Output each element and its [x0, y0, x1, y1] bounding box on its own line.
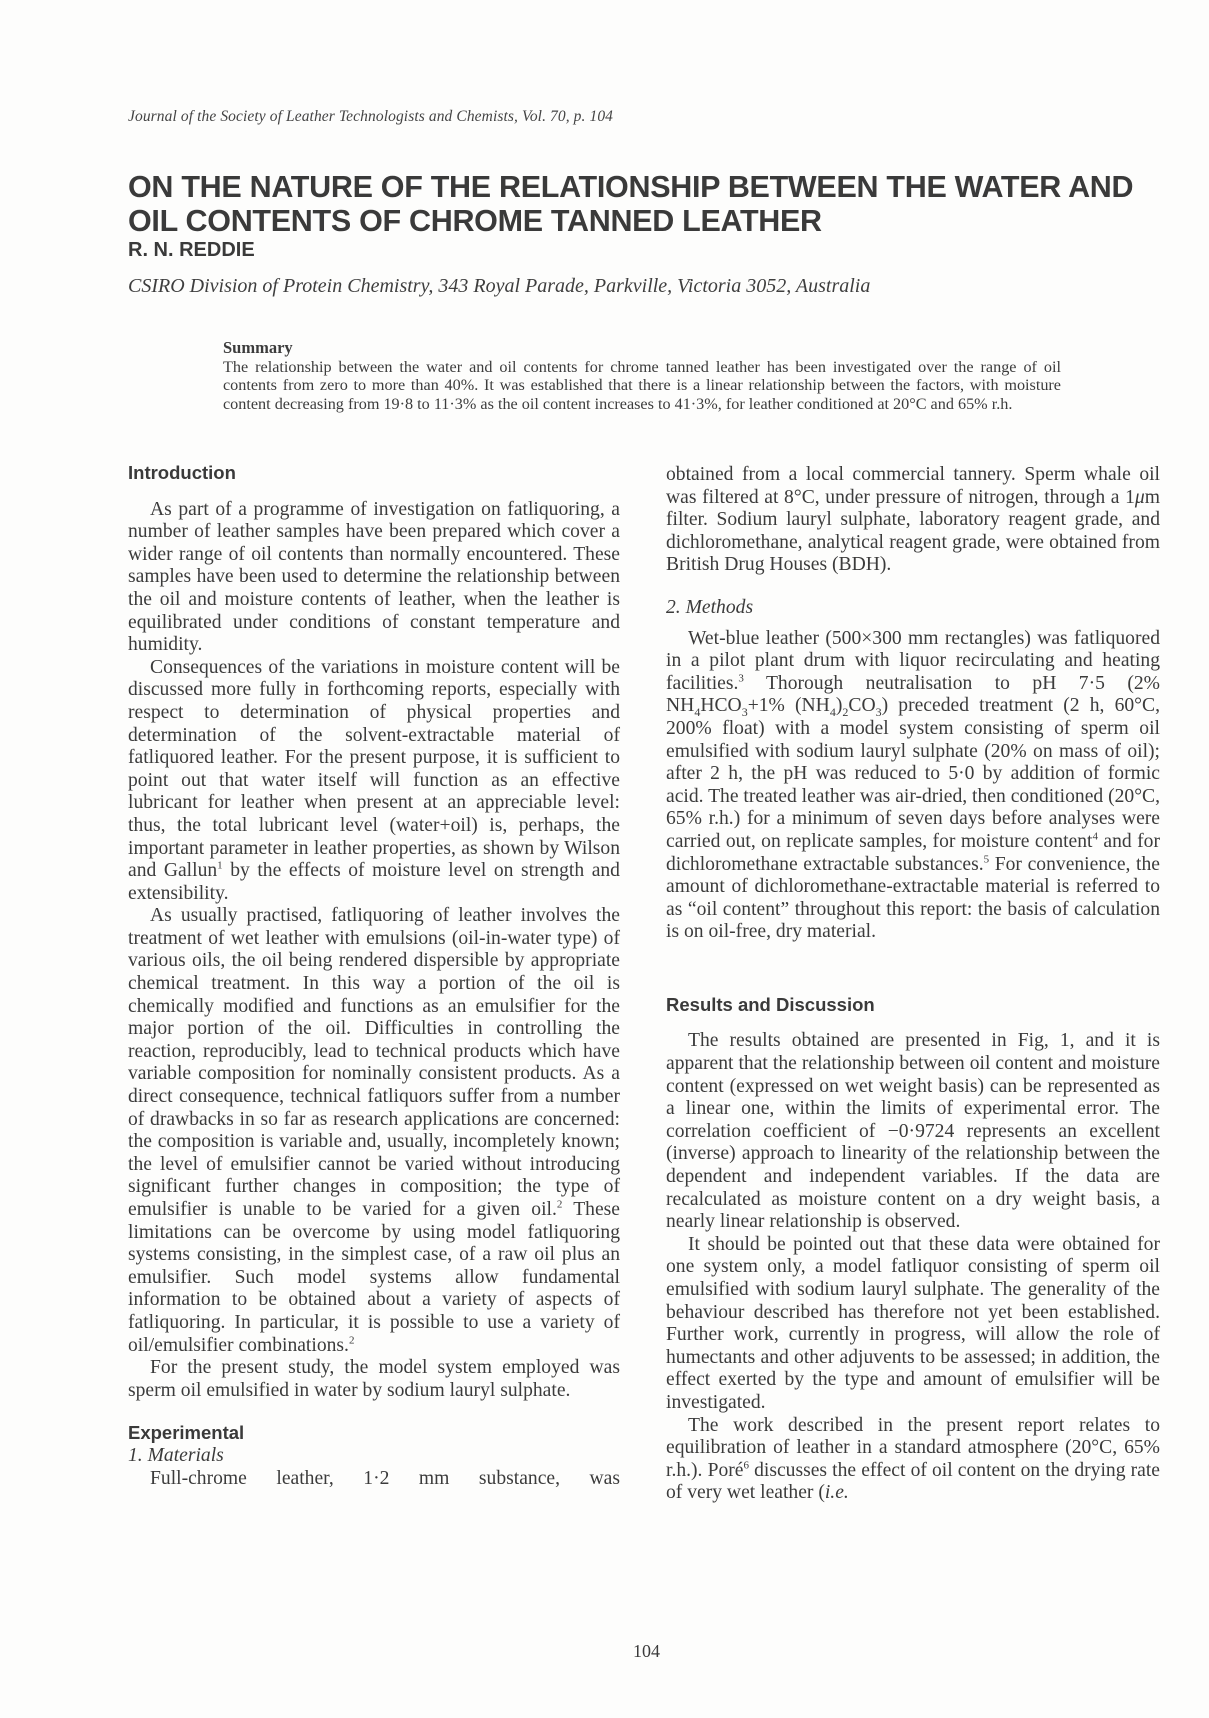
results-heading: Results and Discussion — [666, 993, 875, 1015]
affiliation: CSIRO Division of Protein Chemistry, 343 Royal Parade, Parkville, Victoria 3052, Australia — [128, 275, 871, 297]
intro-paragraph-4: For the present study, the model system employed was sperm oil emulsified in water by sodium lauryl sulphate. — [128, 1357, 620, 1401]
intro-paragraph-3: As usually practised, fatliquoring of leather involves the treatment of wet leather with emulsions (oil-in-water type) of various oils, the oil being rendered dispersible by appropriate chemical treatment. In this way a portion of the oil is chemically modified and functions as an emulsifier for the major portion of the oil. Difficulties in controlling the reaction, reproducibly, lead to technical products which have variable composition for nominally consistent products. As a direct consequence, technical fatliquors suffer from a number of drawbacks in so far as research applications are concerned: the composition is variable and, usually, incompletely known; the level of emulsifier cannot be varied without introducing significant further changes in composition; the type of emulsifier is unable to be varied for a given oil.$^2$ These limitations can be overcome by using model fatliquoring systems consisting, in the simplest case, of a raw oil plus an emulsifier. Such model systems allow fundamental information to be obtained about a variety of aspects of fatliquoring. In particular, it is possible to use a variety of oil/emulsifier combinations.$^2$ — [128, 905, 620, 1356]
materials-subheading: 1. Materials — [128, 1444, 224, 1466]
summary-text: The relationship between the water and oil contents for chrome tanned leather has been investigated over the range of oil contents from zero to more than 40%. It was established that there is a linear relationship between the factors, with moisture content decreasing from 19·8 to 11·3% as the oil content increases to 41·3%, for leather conditioned at 20°C and 65% r.h. — [223, 357, 1061, 413]
summary-heading: Summary — [223, 338, 293, 357]
reference-marker: 2 — [348, 1334, 355, 1347]
reference-marker: 1 — [217, 859, 223, 872]
right-column — [666, 464, 1160, 1505]
introduction-heading: Introduction — [128, 462, 236, 483]
reference-marker: 6 — [743, 1459, 749, 1472]
materials-paragraph-start: Full-chrome leather, 1·2 mm substance, was — [150, 1467, 620, 1489]
methods-paragraph: Wet-blue leather (500×300 mm rectangles) was fatliquored in a pilot plant drum with liquor recirculating and heating facilities.$^3$ Thorough neutralisation to pH 7·5 (2% $NH_4HCO_3+1\%$ $(NH_4)_2CO_3$) preceded treatment (2 h, 60°C, 200% float) with a model system consisting of sperm oil emulsified with sodium lauryl sulphate (20% on mass of oil); after 2 h, the pH was reduced to 5·0 by addition of formic acid. The treated leather was air-dried, then conditioned (20°C, 65% r.h.) for a minimum of seven days before analyses were carried out, on replicate samples, for moisture content$^4$ and for dichloromethane extractable substances.$^5$ For convenience, the amount of dichloromethane-extractable material is referred to as “oil content” throughout this report: the basis of calculation is on oil-free, dry material. — [666, 627, 1161, 943]
left-column — [128, 462, 620, 1490]
reference-marker: 2 — [556, 1198, 563, 1211]
intro-paragraph-1: As part of a programme of investigation on fatliquoring, a number of leather samples have been prepared which cover a wider range of oil contents than normally encountered. These samples have been used to determine the relationship between the oil and moisture contents of leather, when the leather is equilibrated under conditions of constant temperature and humidity. — [128, 498, 620, 656]
reference-marker: 5 — [983, 852, 990, 865]
summary-block — [223, 339, 1061, 413]
journal-header: Journal of the Society of Leather Technologists and Chemists, Vol. 70, p. 104 — [128, 108, 614, 125]
results-paragraph-2: It should be pointed out that these data were obtained for one system only, a model fatliquor consisting of sperm oil emulsified with sodium lauryl sulphate. The generality of the behaviour described has therefore not yet been established. Further work, currently in progress, will allow the role of humectants and other adjuvents to be assessed; in addition, the effect exerted by the type and amount of emulsifier will be investigated. — [666, 1233, 1160, 1413]
intro-paragraph-2: Consequences of the variations in moisture content will be discussed more fully in forthcoming reports, especially with respect to determination of physical properties and determination of the solvent-extractable material of fatliquored leather. For the present purpose, it is sufficient to point out that water itself will function as an effective lubricant for leather when present at an appreciable level: thus, the total lubricant level (water+oil) is, perhaps, the important parameter in leather properties, as shown by Wilson and Gallun$^1$ by the effects of moisture level on strength and extensibility. — [128, 656, 620, 904]
results-paragraph-3: The work described in the present report relates to equilibration of leather in a standard atmosphere (20°C, 65% r.h.). Poré$^6$ discusses the effect of oil content on the drying rate of very wet leather (i.e. — [666, 1414, 1160, 1504]
methods-subheading: 2. Methods — [666, 596, 754, 618]
materials-paragraph-continued: obtained from a local commercial tannery. Sperm whale oil was filtered at 8°C, under pressure of nitrogen, through a 1μm filter. Sodium lauryl sulphate, laboratory reagent grade, and dichloromethane, analytical reagent grade, were obtained from British Drug Houses (BDH). — [666, 464, 1160, 576]
paper-title: ON THE NATURE OF THE RELATIONSHIP BETWEEN THE WATER AND OIL CONTENTS OF CHROME TANNED LEATHER — [128, 170, 1134, 238]
reference-marker: 4 — [1092, 830, 1098, 843]
results-paragraph-1: The results obtained are presented in Fig, 1, and it is apparent that the relationship between oil content and moisture content (expressed on wet weight basis) can be represented as a linear one, within the limits of experimental error. The correlation coefficient of −0·9724 represents an excellent (inverse) approach to linearity of the relationship between the dependent and independent variables. If the data are recalculated as moisture content on a dry weight basis, a nearly linear relationship is observed. — [666, 1030, 1160, 1233]
author: R. N. REDDIE — [128, 239, 255, 261]
reference-marker: 3 — [738, 672, 744, 685]
experimental-heading: Experimental — [128, 1422, 245, 1444]
page-number: 104 — [633, 1641, 660, 1661]
